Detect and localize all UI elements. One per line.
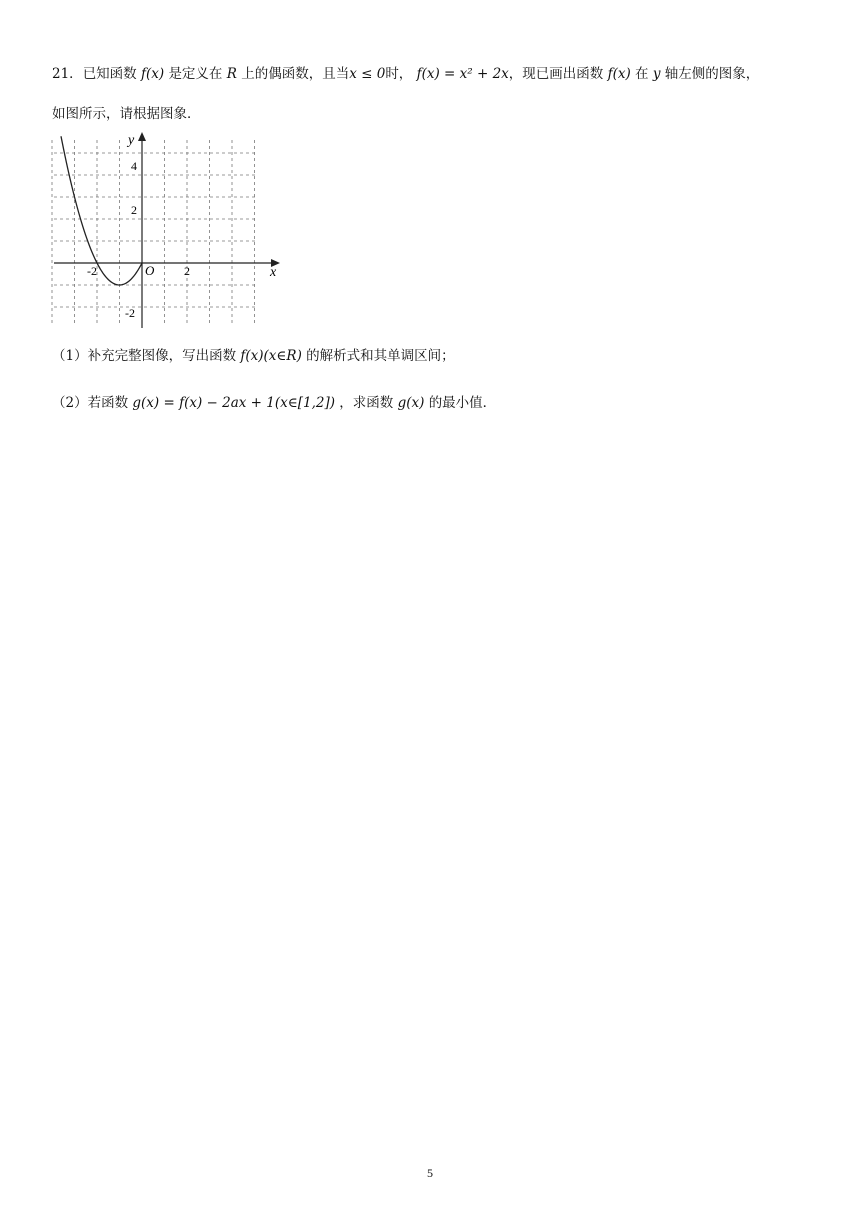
- y-tick-label-4: 4: [131, 159, 137, 173]
- formula-f: f(x) = x² + 2x: [416, 66, 509, 82]
- axis-labels: [87, 133, 277, 320]
- problem-statement-line2: 如图所示，请根据图象．: [52, 106, 201, 122]
- x-axis-label: x: [270, 265, 277, 280]
- y-axis-label: y: [128, 133, 135, 148]
- problem-number: 21．: [52, 66, 83, 82]
- text-segment: ，现已画出函数: [508, 66, 604, 82]
- y-axis-ref: y: [652, 66, 661, 82]
- text-segment: （2）若函数: [52, 395, 129, 411]
- page-number: 5: [427, 1166, 433, 1180]
- condition: x ≤ 0: [349, 66, 386, 82]
- text-segment: 的解析式和其单调区间；: [306, 348, 455, 364]
- y-axis-arrow: [138, 132, 146, 141]
- grid-lines: [52, 140, 256, 324]
- text-segment: （1）补充完整图像，写出函数: [52, 348, 237, 364]
- function-graph: [50, 128, 286, 334]
- text-segment: 时，: [385, 66, 413, 82]
- y-tick-label-2: 2: [131, 203, 137, 217]
- function-f: f(x): [140, 66, 165, 82]
- function-g: g(x): [397, 395, 425, 411]
- text-segment: 上的偶函数，且当: [241, 66, 350, 82]
- function-f-2: f(x): [607, 66, 631, 82]
- text-segment: 已知函数: [82, 66, 137, 82]
- x-tick-label-2: 2: [184, 264, 190, 278]
- text-segment: 是定义在: [168, 66, 223, 82]
- text-segment: 的最小值．: [428, 395, 497, 411]
- problem-statement-line1: [52, 64, 759, 84]
- question-2: [52, 393, 496, 413]
- text-segment: 在: [635, 66, 649, 82]
- formula-g: g(x) = f(x) − 2ax + 1(x∈[1,2]): [132, 395, 335, 411]
- function-f-domain: f(x)(x∈R): [240, 348, 302, 364]
- y-tick-label-neg2: -2: [125, 306, 135, 320]
- x-tick-label-neg2: -2: [87, 264, 97, 278]
- set-R: R: [226, 66, 237, 82]
- text-segment: ，求函数: [339, 395, 394, 411]
- text-segment: 轴左侧的图象，: [664, 66, 760, 82]
- origin-label: O: [145, 263, 155, 278]
- axes: [54, 132, 280, 328]
- question-1: [52, 346, 455, 366]
